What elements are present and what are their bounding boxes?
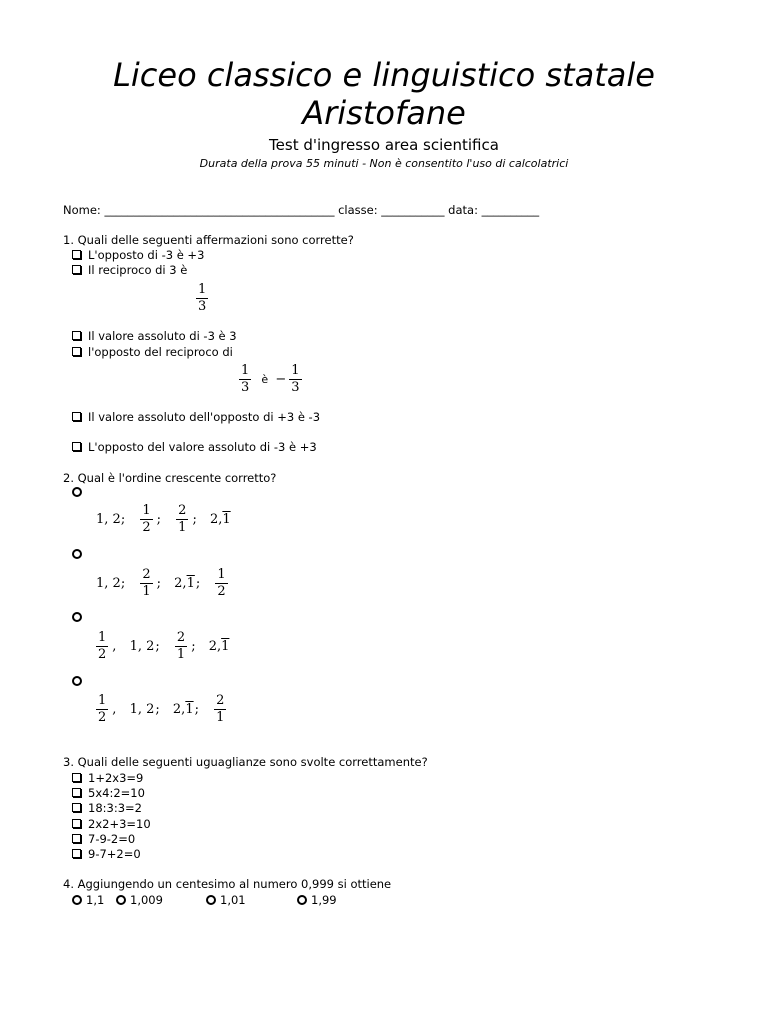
q1-option-5-label: Il valore assoluto dell'opposto di +3 è -3	[88, 410, 321, 424]
question-1: 1. Quali delle seguenti affermazioni sono corrette?	[63, 233, 354, 247]
q1-option-3[interactable]	[72, 329, 237, 343]
q1-option-3-label: Il valore assoluto di -3 è 3	[88, 329, 237, 343]
q1-option-4[interactable]	[72, 345, 233, 359]
q2-option-b-expression: 1, 2; $\frac{2}{1}$ ; 2,1; $\frac{1}{2}$	[96, 567, 226, 599]
checkbox-icon[interactable]	[72, 347, 81, 356]
q2-option-a-expression: 1, 2; $\frac{1}{2}$ ; $\frac{2}{1}$ ; 2,1	[96, 503, 231, 535]
q3-option-label: 2x2+3=10	[88, 816, 151, 831]
q3-option[interactable]	[72, 847, 151, 862]
q2-option-d-expression: $\frac{1}{2}$ , 1, 2; 2,1; $\frac{2}{1}$	[98, 693, 225, 725]
q1-option-6[interactable]	[72, 440, 317, 454]
q2-option-a-radio-icon[interactable]	[72, 487, 82, 497]
checkbox-icon[interactable]	[72, 265, 81, 274]
radio-icon[interactable]	[116, 895, 126, 905]
q1-option-5[interactable]	[72, 410, 320, 424]
checkbox-icon[interactable]	[72, 849, 81, 858]
q3-option-label: 1+2x3=9	[88, 771, 144, 785]
checkbox-icon[interactable]	[72, 819, 81, 828]
test-instructions: Durata della prova 55 minuti - Non è consentito l'uso di calcolatrici	[199, 157, 569, 170]
q1-option-6-label: L'opposto del valore assoluto di -3 è +3	[88, 440, 317, 454]
q1-option-1-label: L'opposto di -3 è +3	[88, 248, 205, 262]
checkbox-icon[interactable]	[72, 250, 81, 259]
q4-option-2[interactable]	[116, 893, 163, 907]
q3-option[interactable]	[72, 786, 151, 801]
radio-icon[interactable]	[297, 895, 307, 905]
q3-option[interactable]	[72, 817, 151, 832]
radio-icon[interactable]	[206, 895, 216, 905]
school-name: Liceo classico e linguistico statale	[113, 56, 655, 94]
q3-option-label: 5x4:2=10	[88, 786, 145, 801]
q4-option-3[interactable]	[206, 893, 246, 907]
question-4: 4. Aggiungendo un centesimo al numero 0,999 si ottiene	[63, 877, 392, 891]
q3-option-label: 7-9-2=0	[88, 831, 136, 846]
q1-option-4-label: l'opposto del reciproco di	[88, 345, 233, 359]
q3-option[interactable]	[72, 771, 151, 786]
checkbox-icon[interactable]	[72, 788, 81, 797]
q1-option-2-fraction: $\frac{1}{3}$	[198, 282, 207, 314]
question-3: 3. Quali delle seguenti uguaglianze sono svolte correttamente?	[63, 755, 428, 769]
checkbox-icon[interactable]	[72, 773, 81, 782]
q3-options-list	[72, 771, 151, 862]
q4-option-4[interactable]	[297, 893, 337, 907]
q2-option-c-radio-icon[interactable]	[72, 612, 82, 622]
checkbox-icon[interactable]	[72, 834, 81, 843]
q4-option-label: 1,01	[220, 893, 246, 907]
checkbox-icon[interactable]	[72, 803, 81, 812]
q3-option[interactable]	[72, 832, 151, 847]
test-title: Test d'ingresso area scientifica	[269, 136, 499, 154]
q4-option-label: 1,1	[86, 893, 105, 907]
checkbox-icon[interactable]	[72, 442, 81, 451]
question-2: 2. Qual è l'ordine crescente corretto?	[63, 471, 277, 485]
q1-option-2[interactable]	[72, 263, 187, 277]
q4-option-label: 1,009	[130, 893, 163, 907]
q4-option-1[interactable]	[72, 893, 104, 907]
radio-icon[interactable]	[72, 895, 82, 905]
q3-option-label: 9-7+2=0	[88, 847, 141, 862]
q2-option-b-radio-icon[interactable]	[72, 549, 82, 559]
checkbox-icon[interactable]	[72, 331, 81, 340]
student-info-line[interactable]: Nome: ________________________________________ classe: ___________ data: __________	[63, 203, 540, 217]
checkbox-icon[interactable]	[72, 412, 81, 421]
q3-option-label: 18:3:3=2	[88, 801, 142, 816]
q1-option-2-label: Il reciproco di 3 è	[88, 263, 188, 277]
school-name-line2: Aristofane	[302, 94, 466, 132]
q4-option-label: 1,99	[311, 893, 337, 907]
q2-option-d-radio-icon[interactable]	[72, 676, 82, 686]
q1-option-4-expression: $\frac{1}{3}$ è − $\frac{1}{3}$	[241, 363, 300, 395]
q3-option[interactable]	[72, 801, 151, 816]
q1-option-1[interactable]	[72, 248, 204, 262]
q2-option-c-expression: $\frac{1}{2}$ , 1, 2; $\frac{2}{1}$ ; 2,1	[98, 630, 230, 662]
